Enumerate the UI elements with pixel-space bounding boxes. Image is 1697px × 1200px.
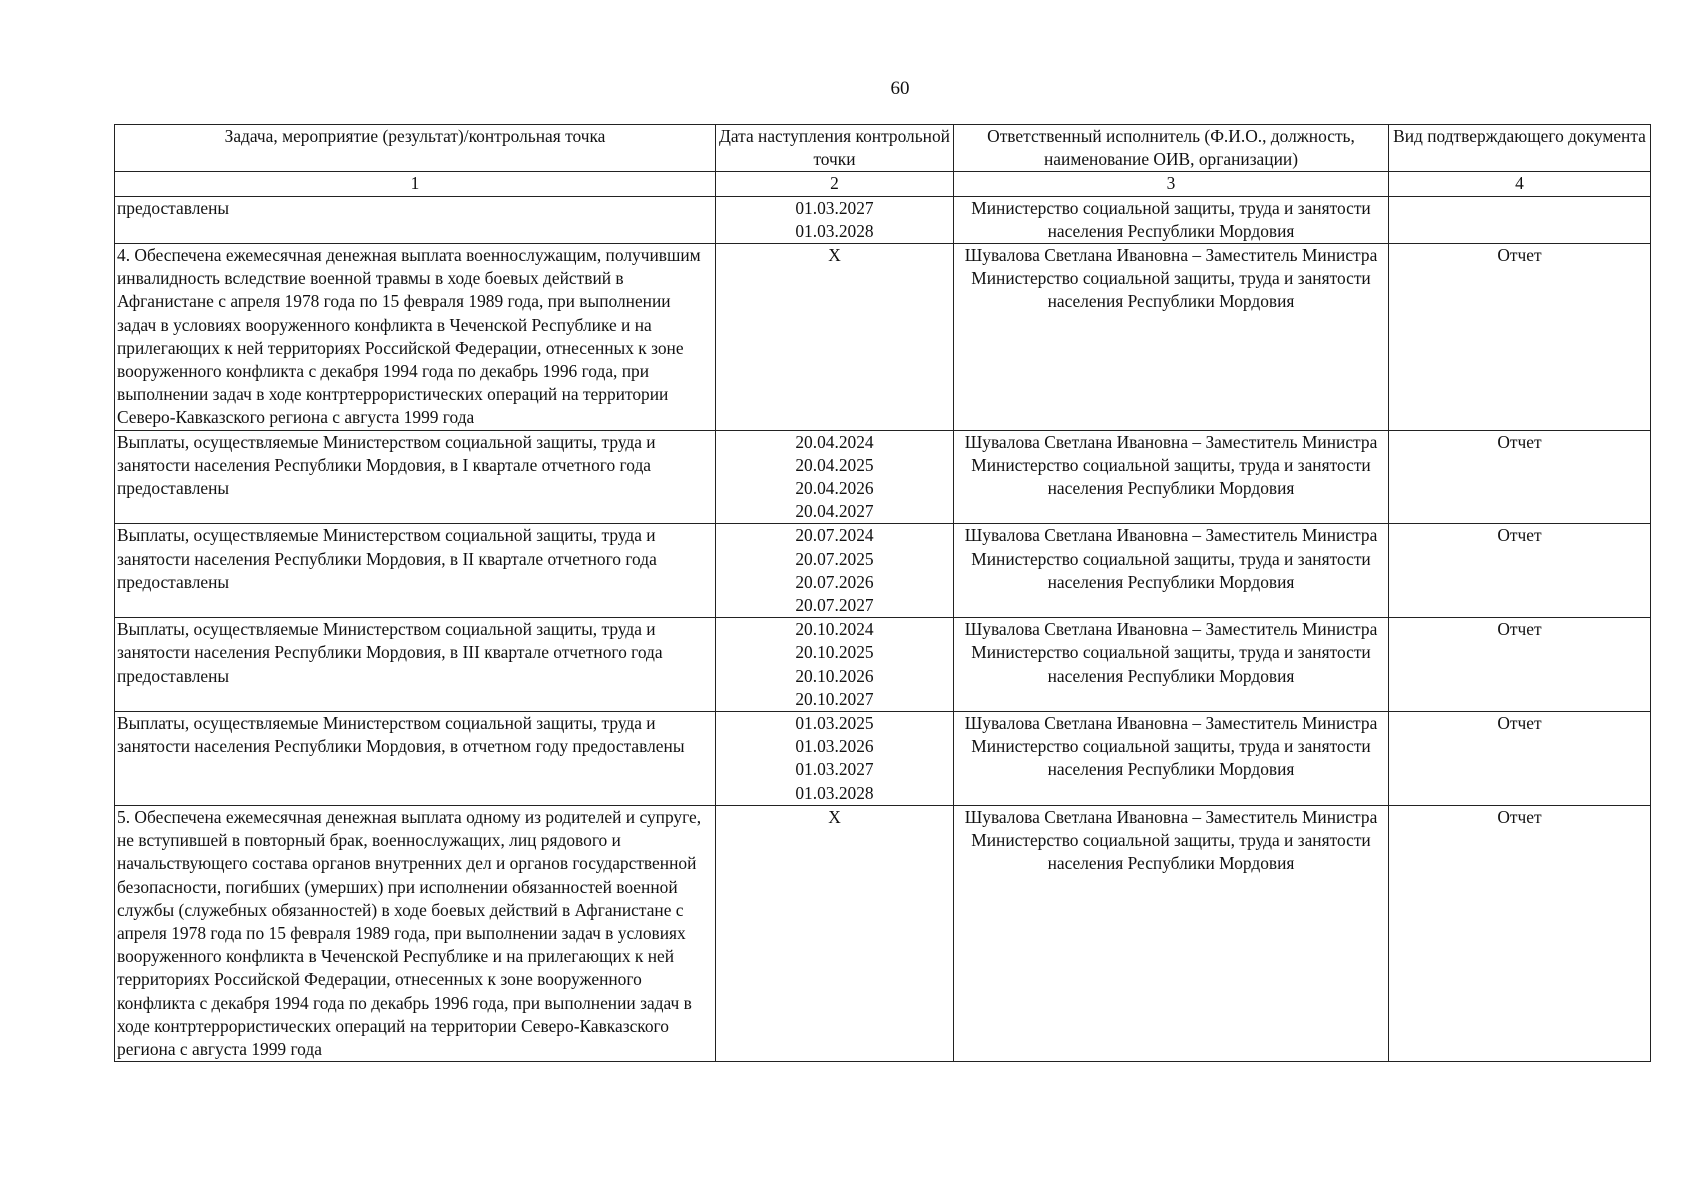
- date-value: 20.04.2024: [795, 431, 874, 452]
- executor-ministry: Министерство социальной защиты, труда и занятости населения Республики Мордовия: [971, 268, 1371, 312]
- table-row: [115, 524, 1651, 618]
- task-cell: предоставлены: [115, 196, 716, 243]
- date-value: 20.04.2025: [795, 454, 874, 475]
- executor-person: Шувалова Светлана Ивановна – Заместитель Министра: [964, 431, 1378, 452]
- executor-cell: [954, 196, 1389, 243]
- executor-ministry: Министерство социальной защиты, труда и занятости населения Республики Мордовия: [971, 197, 1371, 241]
- table-row: [115, 805, 1651, 1061]
- date-cell: [716, 196, 954, 243]
- date-cell: [716, 805, 954, 1061]
- header-date: Дата наступления контрольной точки: [716, 125, 954, 172]
- task-cell: Выплаты, осуществляемые Министерством социальной защиты, труда и занятости населения Республики Мордовия, в III квартале отчетного года предоставлены: [115, 618, 716, 712]
- document-cell: Отчет: [1389, 805, 1651, 1061]
- date-value: 20.07.2026: [795, 571, 874, 592]
- task-cell: Выплаты, осуществляемые Министерством социальной защиты, труда и занятости населения Республики Мордовия, в I квартале отчетного года предоставлены: [115, 430, 716, 524]
- column-number: 4: [1389, 172, 1651, 196]
- date-value: 20.07.2024: [795, 525, 874, 546]
- date-value: 01.03.2025: [795, 713, 874, 734]
- date-value: 20.04.2027: [795, 501, 874, 522]
- control-points-table: [114, 124, 1651, 1062]
- date-value: 20.10.2026: [795, 665, 874, 686]
- date-cell: [716, 618, 954, 712]
- table-row: [115, 618, 1651, 712]
- date-cell: [716, 524, 954, 618]
- date-value: X: [828, 806, 841, 827]
- executor-ministry: Министерство социальной защиты, труда и занятости населения Республики Мордовия: [971, 736, 1371, 780]
- executor-cell: [954, 712, 1389, 806]
- header-document: Вид подтверждающего документа: [1389, 125, 1651, 172]
- table-row: [115, 712, 1651, 806]
- table-header-row: [115, 125, 1651, 172]
- executor-person: Шувалова Светлана Ивановна – Заместитель Министра: [964, 806, 1378, 827]
- column-number-row: [115, 172, 1651, 196]
- date-value: 20.07.2027: [795, 595, 874, 616]
- date-value: 01.03.2027: [795, 197, 874, 218]
- executor-cell: [954, 430, 1389, 524]
- header-task: Задача, мероприятие (результат)/контрольная точка: [115, 125, 716, 172]
- executor-ministry: Министерство социальной защиты, труда и занятости населения Республики Мордовия: [971, 642, 1371, 686]
- task-cell: Выплаты, осуществляемые Министерством социальной защиты, труда и занятости населения Республики Мордовия, в II квартале отчетного года предоставлены: [115, 524, 716, 618]
- date-cell: [716, 430, 954, 524]
- date-cell: [716, 712, 954, 806]
- executor-cell: [954, 244, 1389, 431]
- document-cell: Отчет: [1389, 618, 1651, 712]
- header-executor: Ответственный исполнитель (Ф.И.О., должность, наименование ОИВ, организации): [954, 125, 1389, 172]
- table-row: [115, 430, 1651, 524]
- executor-ministry: Министерство социальной защиты, труда и занятости населения Республики Мордовия: [971, 454, 1371, 499]
- task-cell: 4. Обеспечена ежемесячная денежная выплата военнослужащим, получившим инвалидность вследствие военной травмы в ходе боевых действий в Афганистане с апреля 1978 года по 15 февраля 1989 года, при выполнении задач в условиях вооруженного конфликта в Чеченской Республике и на прилегающих к ней территориях Российской Федерации, отнесенных к зоне вооруженного конфликта с декабря 1994 года по декабрь 1996 года, при выполнении задач в ходе контртеррористических операций на территории Северо-Кавказского региона с августа 1999 года: [115, 244, 716, 431]
- date-value: 20.10.2027: [795, 688, 874, 709]
- date-value: 01.03.2027: [795, 759, 874, 780]
- date-value: 20.10.2024: [795, 619, 874, 640]
- document-cell: [1389, 196, 1651, 243]
- date-value: X: [828, 245, 841, 266]
- executor-person: Шувалова Светлана Ивановна – Заместитель Министра: [964, 713, 1378, 734]
- document-cell: Отчет: [1389, 524, 1651, 618]
- executor-cell: [954, 524, 1389, 618]
- date-cell: [716, 244, 954, 431]
- executor-cell: [954, 618, 1389, 712]
- executor-cell: [954, 805, 1389, 1061]
- date-value: 20.07.2025: [795, 548, 874, 569]
- date-value: 01.03.2028: [795, 782, 874, 803]
- date-value: 20.04.2026: [795, 478, 874, 499]
- date-value: 01.03.2028: [795, 220, 874, 241]
- document-cell: Отчет: [1389, 712, 1651, 806]
- executor-ministry: Министерство социальной защиты, труда и занятости населения Республики Мордовия: [971, 830, 1371, 874]
- date-value: 20.10.2025: [795, 642, 874, 663]
- document-cell: Отчет: [1389, 430, 1651, 524]
- document-cell: Отчет: [1389, 244, 1651, 431]
- table-row: [115, 196, 1651, 243]
- page-number: 60: [890, 78, 910, 99]
- column-number: 2: [716, 172, 954, 196]
- executor-ministry: Министерство социальной защиты, труда и занятости населения Республики Мордовия: [971, 548, 1371, 592]
- column-number: 1: [115, 172, 716, 196]
- date-value: 01.03.2026: [795, 736, 874, 757]
- table-row: [115, 244, 1651, 431]
- executor-person: Шувалова Светлана Ивановна – Заместитель Министра: [964, 525, 1378, 546]
- executor-person: Шувалова Светлана Ивановна – Заместитель Министра: [964, 245, 1378, 266]
- executor-person: Шувалова Светлана Ивановна – Заместитель Министра: [964, 619, 1378, 640]
- task-cell: 5. Обеспечена ежемесячная денежная выплата одному из родителей и супруге, не вступившей в повторный брак, военнослужащих, лиц рядового и начальствующего состава органов внутренних дел и органов государственной безопасности, погибших (умерших) при исполнении обязанностей военной службы (служебных обязанностей) в ходе боевых действий в Афганистане с апреля 1978 года по 15 февраля 1989 года, при выполнении задач в условиях вооруженного конфликта в Чеченской Республике и на прилегающих к ней территориях Российской Федерации, отнесенных к зоне вооруженного конфликта с декабря 1994 года по декабрь 1996 года, при выполнении задач в ходе контртеррористических операций на территории Северо-Кавказского региона с августа 1999 года: [115, 805, 716, 1061]
- column-number: 3: [954, 172, 1389, 196]
- task-cell: Выплаты, осуществляемые Министерством социальной защиты, труда и занятости населения Республики Мордовия, в отчетном году предоставлены: [115, 712, 716, 806]
